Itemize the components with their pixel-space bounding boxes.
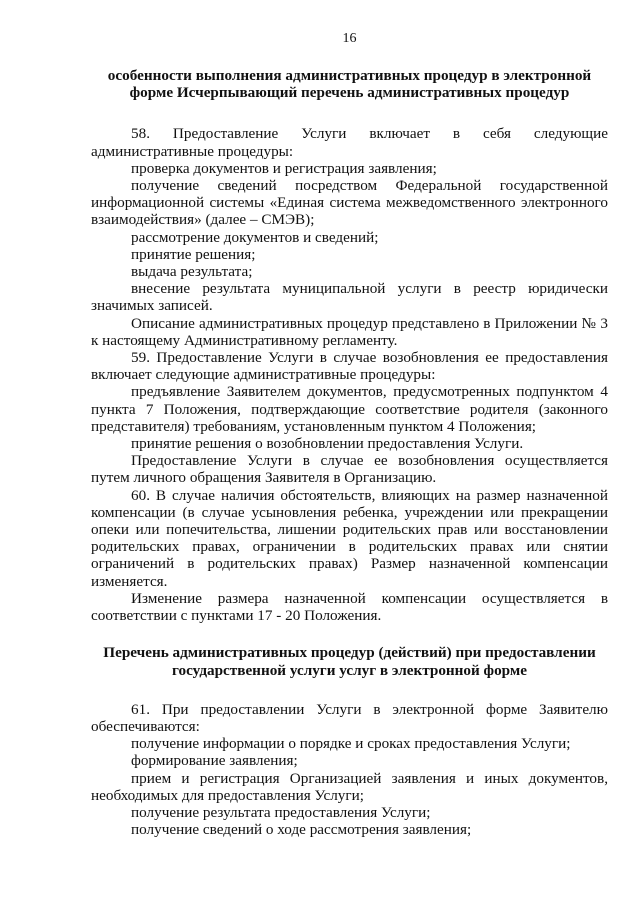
- paragraph: проверка документов и регистрация заявления;: [131, 159, 437, 177]
- paragraph: рассмотрение документов и сведений;: [131, 228, 379, 246]
- paragraph: формирование заявления;: [131, 752, 298, 770]
- section-body-electronic-form: [91, 701, 608, 839]
- paragraph: принятие решения;: [131, 245, 256, 263]
- paragraph: принятие решения о возобновлении предоставления Услуги.: [131, 435, 524, 453]
- paragraph: 59. Предоставление Услуги в случае возобновления ее предоставления включает следующие административные процедуры:: [91, 349, 608, 384]
- section-heading-electronic-form: Перечень административных процедур (действий) при предоставлении государственной услуги услуг в электронной форме: [103, 644, 596, 679]
- section-body-procedures: [91, 125, 608, 624]
- paragraph: прием и регистрация Организацией заявления и иных документов, необходимых для предоставления Услуги;: [91, 769, 608, 804]
- paragraph: предъявление Заявителем документов, предусмотренных подпунктом 4 пункта 7 Положения, подтверждающие соответствие родителя (законного представителя) требованиям, установленным пунктом 4 Положения;: [91, 383, 608, 435]
- paragraph: внесение результата муниципальной услуги в реестр юридически значимых записей.: [91, 280, 608, 315]
- paragraph: Предоставление Услуги в случае ее возобновления осуществляется путем личного обращения Заявителя в Организацию.: [91, 452, 608, 487]
- paragraph: получение сведений о ходе рассмотрения заявления;: [131, 821, 472, 839]
- paragraph: получение результата предоставления Услуги;: [131, 803, 431, 821]
- page-number: 16: [342, 31, 357, 46]
- paragraph: Описание административных процедур представлено в Приложении № 3 к настоящему Административному регламенту.: [91, 314, 608, 349]
- paragraph: выдача результата;: [131, 263, 253, 281]
- paragraph: Изменение размера назначенной компенсации осуществляется в соответствии с пунктами 17 - 20 Положения.: [91, 589, 608, 625]
- paragraph: 60. В случае наличия обстоятельств, влияющих на размер назначенной компенсации (в случае усыновления ребенка, учреждении или прекращении опеки или попечительства, лишении родительских прав или восстановлении родительских правах, ограничении в родительских правах или снятии ограничений в родительских правах) Размер назначенной компенсации изменяется.: [91, 486, 608, 590]
- paragraph: получение информации о порядке и сроках предоставления Услуги;: [131, 735, 571, 753]
- paragraph: 58. Предоставление Услуги включает в себя следующие административные процедуры:: [91, 125, 608, 160]
- paragraph: 61. При предоставлении Услуги в электронной форме Заявителю обеспечиваются:: [91, 700, 608, 735]
- section-heading-procedures: особенности выполнения административных процедур в электронной форме Исчерпывающий перечень административных процедур: [107, 67, 592, 102]
- paragraph: получение сведений посредством Федеральной государственной информационной системы «Единая система межведомственного электронного взаимодействия» (далее – СМЭВ);: [91, 177, 608, 229]
